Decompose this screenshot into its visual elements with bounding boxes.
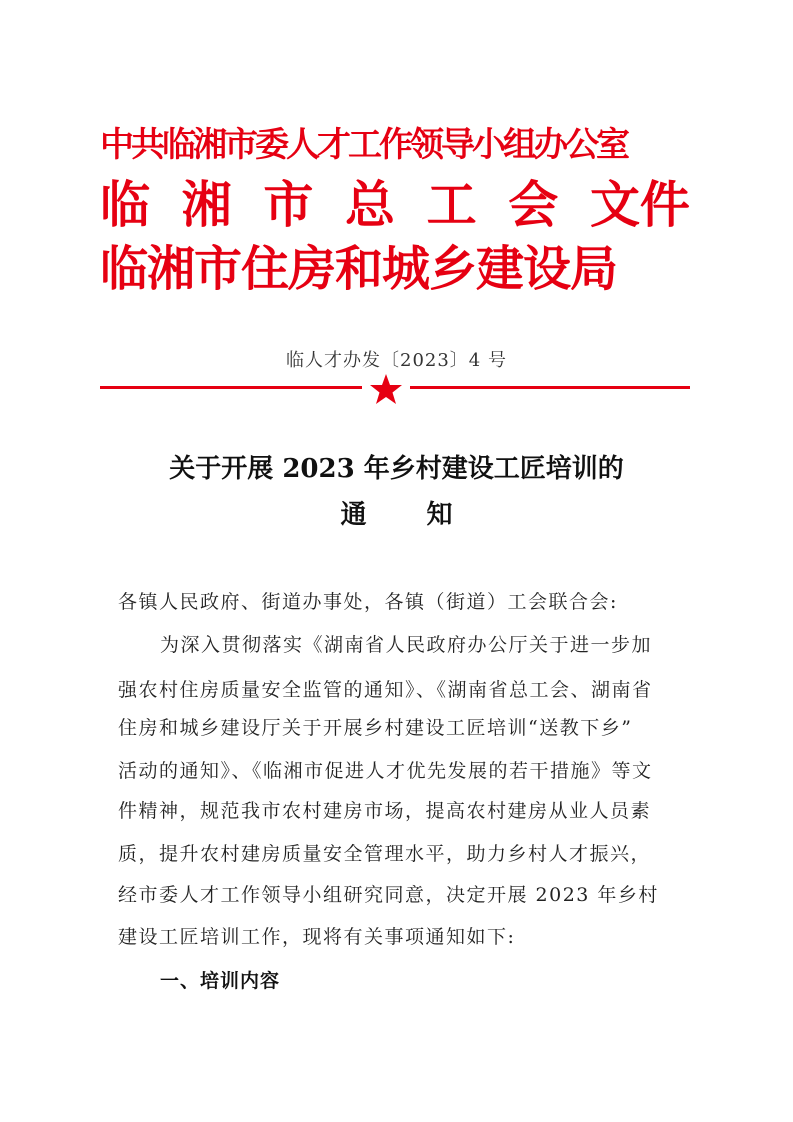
paragraph-line: 为深入贯彻落实《湖南省人民政府办公厅关于进一步加 xyxy=(160,634,653,656)
issuer-line-1: 中共临湘市委人才工作领导小组办公室 xyxy=(100,125,627,165)
document-title-line-1: 关于开展 2023 年乡村建设工匠培训的 xyxy=(169,454,624,484)
paragraph-line: 建设工匠培训工作，现将有关事项通知如下: xyxy=(118,926,516,948)
issuer-line-2-char: 总 xyxy=(344,176,395,234)
issuer-line-2-char: 文件 xyxy=(589,176,690,234)
paragraph-line: 活动的通知》、《临湘市促进人才优先发展的若干措施》等文 xyxy=(118,760,653,782)
red-divider-right xyxy=(410,386,690,389)
issuer-line-2-char: 市 xyxy=(263,176,314,234)
paragraph-line: 住房和城乡建设厅关于开展乡村建设工匠培训“送教下乡” xyxy=(118,717,633,739)
issuer-line-2-char: 湘 xyxy=(181,176,232,234)
issuer-line-2-char: 工 xyxy=(426,176,477,234)
section-heading: 一、培训内容 xyxy=(160,970,281,992)
issuer-line-2 xyxy=(100,176,690,234)
document-title-line-2: 通知 xyxy=(340,500,513,530)
issuer-line-3: 临湘市住房和城乡建设局 xyxy=(100,241,618,297)
salutation: 各镇人民政府、街道办事处，各镇（街道）工会联合会: xyxy=(118,591,618,613)
red-star-icon xyxy=(369,372,403,406)
document-number: 临人才办发〔2023〕4 号 xyxy=(286,350,507,371)
paragraph-line: 经市委人才工作领导小组研究同意，决定开展 2023 年乡村 xyxy=(118,884,659,906)
issuer-line-2-char: 临 xyxy=(100,176,150,234)
paragraph-line: 强农村住房质量安全监管的通知》、《湖南省总工会、湖南省 xyxy=(118,679,653,701)
red-divider-left xyxy=(100,386,362,389)
paragraph-line: 件精神，规范我市农村建房市场，提高农村建房从业人员素 xyxy=(118,800,652,822)
paragraph-line: 质，提升农村建房质量安全管理水平，助力乡村人才振兴， xyxy=(118,843,652,865)
issuer-line-2-char: 会 xyxy=(508,176,559,234)
